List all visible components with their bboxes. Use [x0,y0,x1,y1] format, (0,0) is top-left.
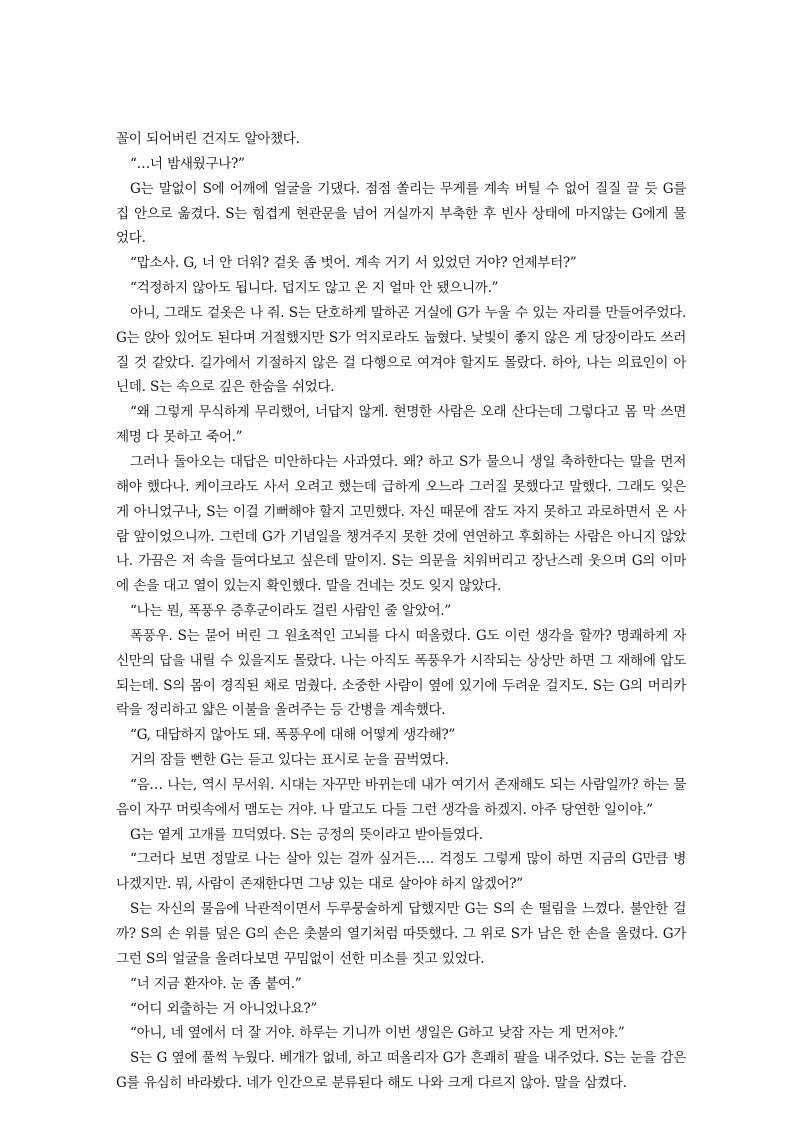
paragraph: “왜 그렇게 무식하게 무리했어, 너답지 않게. 현명한 사람은 오래 산다는데 그렇다고 몸 막 쓰면 제명 다 못하고 죽어.” [116,404,686,446]
paragraph: “맙소사. G, 너 안 더워? 겉옷 좀 벗어. 계속 거기 서 있었던 거야? 언제부터?” [130,255,577,272]
paragraph: 거의 잠들 뻔한 G는 듣고 있다는 표시로 눈을 끔벅였다. [130,752,449,769]
paragraph: “걱정하지 않아도 됩니다. 덥지도 않고 온 지 얼마 안 됐으니까.” [130,280,499,297]
paragraph: 꼴이 되어버린 건지도 알아챘다. [116,131,300,147]
paragraph: “아니, 네 옆에서 더 잘 거야. 하루는 기니까 이번 생일은 G하고 낮잠 자는 게 먼저야.” [130,1025,625,1042]
paragraph: G는 말없이 S에 어깨에 얼굴을 기댔다. 점점 쏠리는 무게를 계속 버틸 수 없어 질질 끌 듯 G를 집 안으로 옮겼다. S는 힘겹게 현관문을 넘어 거실까지 부축한 후 빈사 상태에 마지않는 G에게 물었다. [116,180,686,247]
paragraph: 그러나 돌아오는 대답은 미안하다는 사과였다. 왜? 하고 S가 물으니 생일 축하한다는 말을 먼저 해야 했다나. 케이크라도 사서 오려고 했는데 급하게 오느라 그러질 못했다고 말했다. 그래도 잊은 게 아니었구나, S는 이걸 기뻐해야 할지 고민했다. 자신 때문에 잠도 자지 못하고 과로하면서 온 사람 앞이었으니까. 그런데 G가 기념일을 챙겨주지 못한 것에 연연하고 후회하는 사람은 아니지 않았나. 가끔은 저 속을 들여다보고 싶은데 말이지. S는 의문을 치워버리고 장난스레 웃으며 G의 이마에 손을 대고 열이 있는지 확인했다. 말을 건네는 것도 잊지 않았다. [116,453,686,595]
paragraph: “어디 외출하는 거 아니었나요?” [130,1000,317,1017]
body-text [116,127,686,1096]
paragraph: 아니, 그래도 겉옷은 나 줘. S는 단호하게 말하곤 거실에 G가 누울 수 있는 자리를 만들어주었다. G는 앉아 있어도 된다며 거절했지만 S가 억지로라도 눕혔다. 낯빛이 좋지 않은 게 당장이라도 쓰러질 것 같았다. 길가에서 기절하지 않은 걸 다행으로 여겨야 할지도 몰랐다. 하아, 나는 의료인이 아닌데. S는 속으로 깊은 한숨을 쉬었다. [116,304,686,396]
paragraph: S는 자신의 물음에 낙관적이면서 두루뭉술하게 답했지만 G는 S의 손 떨림을 느꼈다. 불안한 걸까? S의 손 위를 덮은 G의 손은 촛불의 열기처럼 따뜻했다. 그 위로 S가 남은 한 손을 올렸다. G가 그런 S의 얼굴을 올려다보면 꾸밈없이 선한 미소를 짓고 있었다. [116,901,686,967]
paragraph: “G, 대답하지 않아도 돼. 폭풍우에 대해 어떻게 생각해?” [130,727,456,744]
paragraph: “그러다 보면 정말로 나는 살아 있는 걸까 싶거든…. 걱정도 그렇게 많이 하면 지금의 G만큼 병나겠지만. 뭐, 사람이 존재한다면 그냥 있는 대로 살아야 하지 않겠어?” [116,851,686,893]
paragraph: 폭풍우. S는 묻어 버린 그 원초적인 고뇌를 다시 떠올렸다. G도 이런 생각을 할까? 명쾌하게 자신만의 답을 내릴 수 있을지도 몰랐다. 나는 아직도 폭풍우가 시작되는 상상만 하면 그 재해에 압도되는데. S의 몸이 경직된 채로 멈췄다. 소중한 사람이 옆에 있기에 두려운 걸지도. S는 G의 머리카락을 정리하고 얇은 이불을 올려주는 등 간병을 계속했다. [116,627,686,719]
paragraph: “…너 밤새웠구나?” [130,155,245,172]
paragraph: S는 G 옆에 풀썩 누웠다. 베개가 없네, 하고 떠올리자 G가 흔쾌히 팔을 내주었다. S는 눈을 감은 G를 유심히 바라봤다. 네가 인간으로 분류된다 해도 나와 크게 다르지 않아. 말을 삼켰다. [116,1050,686,1092]
paragraph: “나는 뭔, 폭풍우 증후군이라도 걸린 사람인 줄 알았어.” [130,603,451,620]
paragraph: “너 지금 환자야. 눈 좀 붙여.” [130,975,302,992]
paragraph: “음… 나는, 역시 무서워. 시대는 자꾸만 바뀌는데 내가 여기서 존재해도 되는 사람일까? 하는 물음이 자꾸 머릿속에서 맴도는 거야. 나 말고도 다들 그런 생각을 하겠지. 아주 당연한 일이야.” [116,776,686,818]
paragraph: G는 옅게 고개를 끄덕였다. S는 긍정의 뜻이라고 받아들였다. [130,826,483,843]
